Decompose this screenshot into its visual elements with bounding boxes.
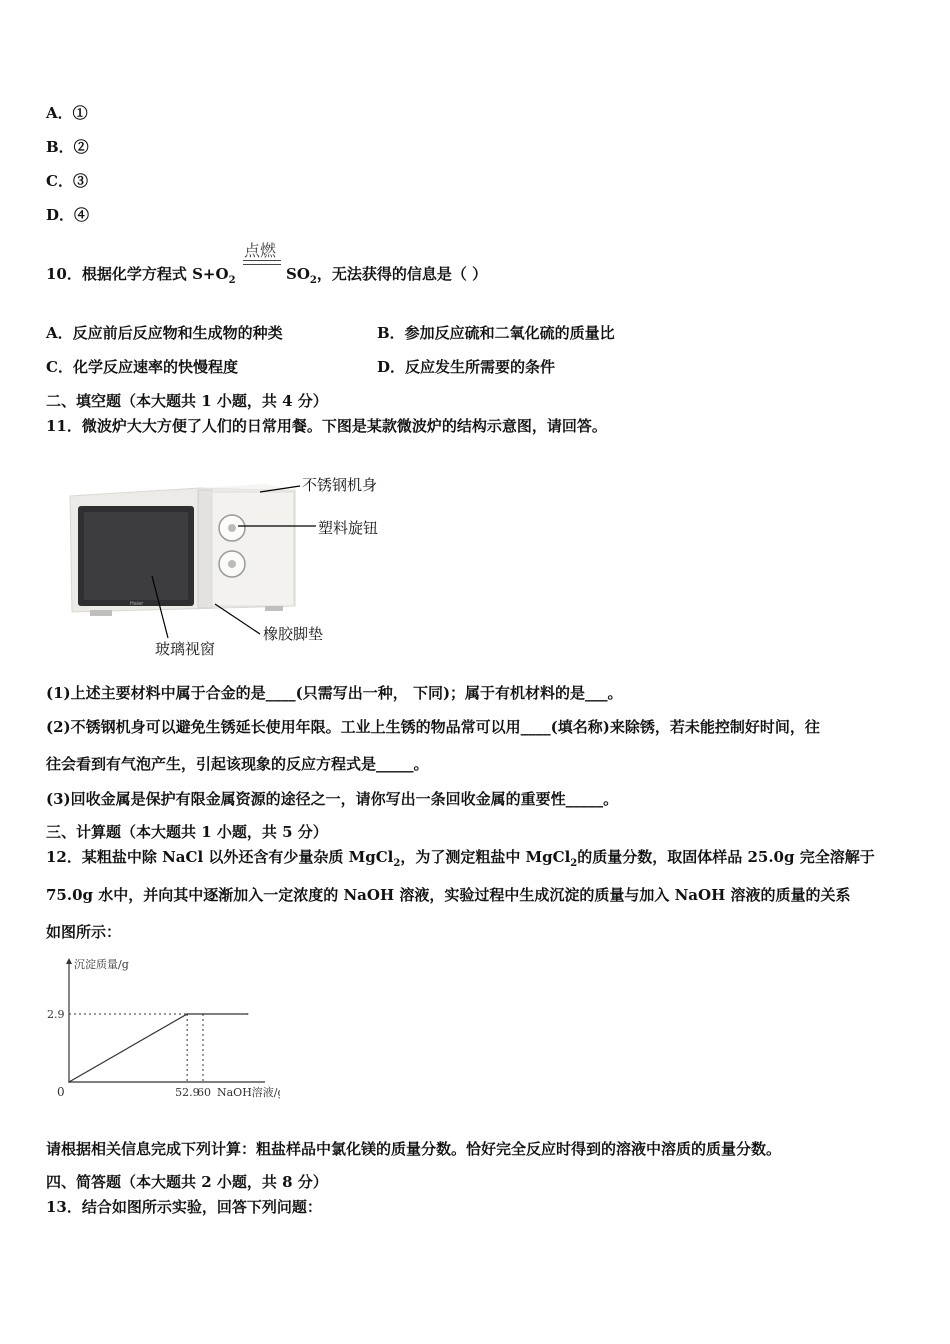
chart-svg	[40, 950, 280, 1110]
q10-so-sub: 2	[309, 275, 317, 286]
q11-stem: 11．微波炉大大方便了人们的日常用餐。下图是某款微波炉的结构示意图，请回答。	[46, 417, 607, 435]
q10-suffix: ，无法获得的信息是（ ）	[316, 265, 488, 283]
q9-option-a: A．①	[46, 104, 88, 122]
section-3-heading: 三、计算题（本大题共 1 小题，共 5 分）	[46, 823, 328, 841]
q11-part-2-line-1: (2)不锈钢机身可以避免生锈延长使用年限。工业上生锈的物品常可以用____(填名称)来除锈，若未能控制好时间，往	[46, 718, 820, 736]
brand-logo: Haier	[130, 601, 144, 607]
x-tick-52.9: 52.9	[175, 1086, 200, 1099]
q12-line-1	[46, 847, 875, 874]
label-glass-window: 玻璃视窗	[155, 640, 216, 658]
q12-line-1a: 12．某粗盐中除 NaCl 以外还含有少量杂质 MgCl	[46, 848, 394, 866]
q10-o-sub: 2	[228, 275, 236, 286]
y-axis-arrow	[66, 958, 72, 964]
q10-prefix: 10．根据化学方程式 S+O	[46, 265, 229, 283]
section-2-heading: 二、填空题（本大题共 1 小题，共 4 分）	[46, 392, 328, 410]
q13-stem: 13．结合如图所示实验，回答下列问题：	[46, 1198, 322, 1216]
q10-stem	[46, 264, 487, 291]
q10-option-b: B．参加反应硫和二氧化硫的质量比	[377, 324, 615, 342]
label-rubber-foot: 橡胶脚垫	[263, 625, 324, 643]
x-tick-60: 60	[197, 1086, 211, 1099]
microwave-figure	[60, 466, 420, 661]
q12-line-1b: ，为了测定粗盐中 MgCl	[400, 848, 571, 866]
y-axis-label: 沉淀质量/g	[74, 958, 129, 971]
data-point-3	[247, 1013, 249, 1015]
q12-line-3: 如图所示：	[46, 923, 122, 941]
y-tick-2.9: 2.9	[47, 1008, 65, 1021]
q10-condition: 点燃	[244, 241, 277, 260]
q9-option-b: B．②	[46, 138, 89, 156]
precipitate-chart	[40, 950, 280, 1110]
label-plastic-knob: 塑料旋钮	[318, 519, 379, 537]
q11-part-2-line-2: 往会看到有气泡产生，引起该现象的反应方程式是_____。	[46, 755, 429, 773]
q12-sub-b: 2	[570, 858, 578, 869]
data-point-1	[186, 1013, 188, 1015]
q9-option-c: C．③	[46, 172, 88, 190]
q12-line-4: 请根据相关信息完成下列计算：粗盐样品中氯化镁的质量分数。恰好完全反应时得到的溶液中溶质的质量分数。	[46, 1140, 782, 1158]
q9-option-d: D．④	[46, 206, 90, 224]
data-point-2	[202, 1013, 204, 1015]
series-line	[69, 1014, 248, 1082]
section-4-heading: 四、简答题（本大题共 2 小题，共 8 分）	[46, 1173, 328, 1191]
q10-option-d: D．反应发生所需要的条件	[377, 358, 556, 376]
q10-equals-line-1	[243, 260, 281, 261]
x-axis-label: NaOH溶液/g	[217, 1086, 280, 1099]
rubber-foot	[90, 610, 112, 616]
q10-so: SO	[286, 265, 310, 283]
q12-sub-a: 2	[393, 858, 401, 869]
label-stainless-steel: 不锈钢机身	[302, 476, 378, 494]
microwave-drawing	[60, 466, 420, 661]
q12-line-1c: 的质量分数，取固体样品 25.0g 完全溶解于	[577, 848, 875, 866]
q11-part-3: (3)回收金属是保护有限金属资源的途径之一，请你写出一条回收金属的重要性_____。	[46, 790, 619, 808]
q12-line-2: 75.0g 水中，并向其中逐渐加入一定浓度的 NaOH 溶液，实验过程中生成沉淀的质量与加入 NaOH 溶液的质量的关系	[46, 886, 851, 904]
q10-option-c: C．化学反应速率的快慢程度	[46, 358, 238, 376]
origin-label: 0	[57, 1085, 65, 1099]
q10-equals-line-2	[243, 264, 281, 265]
q11-part-1: (1)上述主要材料中属于合金的是____(只需写出一种， 下同)；属于有机材料的是___。	[46, 684, 623, 702]
data-point-0	[68, 1081, 70, 1083]
q10-option-a: A．反应前后反应物和生成物的种类	[46, 324, 283, 342]
